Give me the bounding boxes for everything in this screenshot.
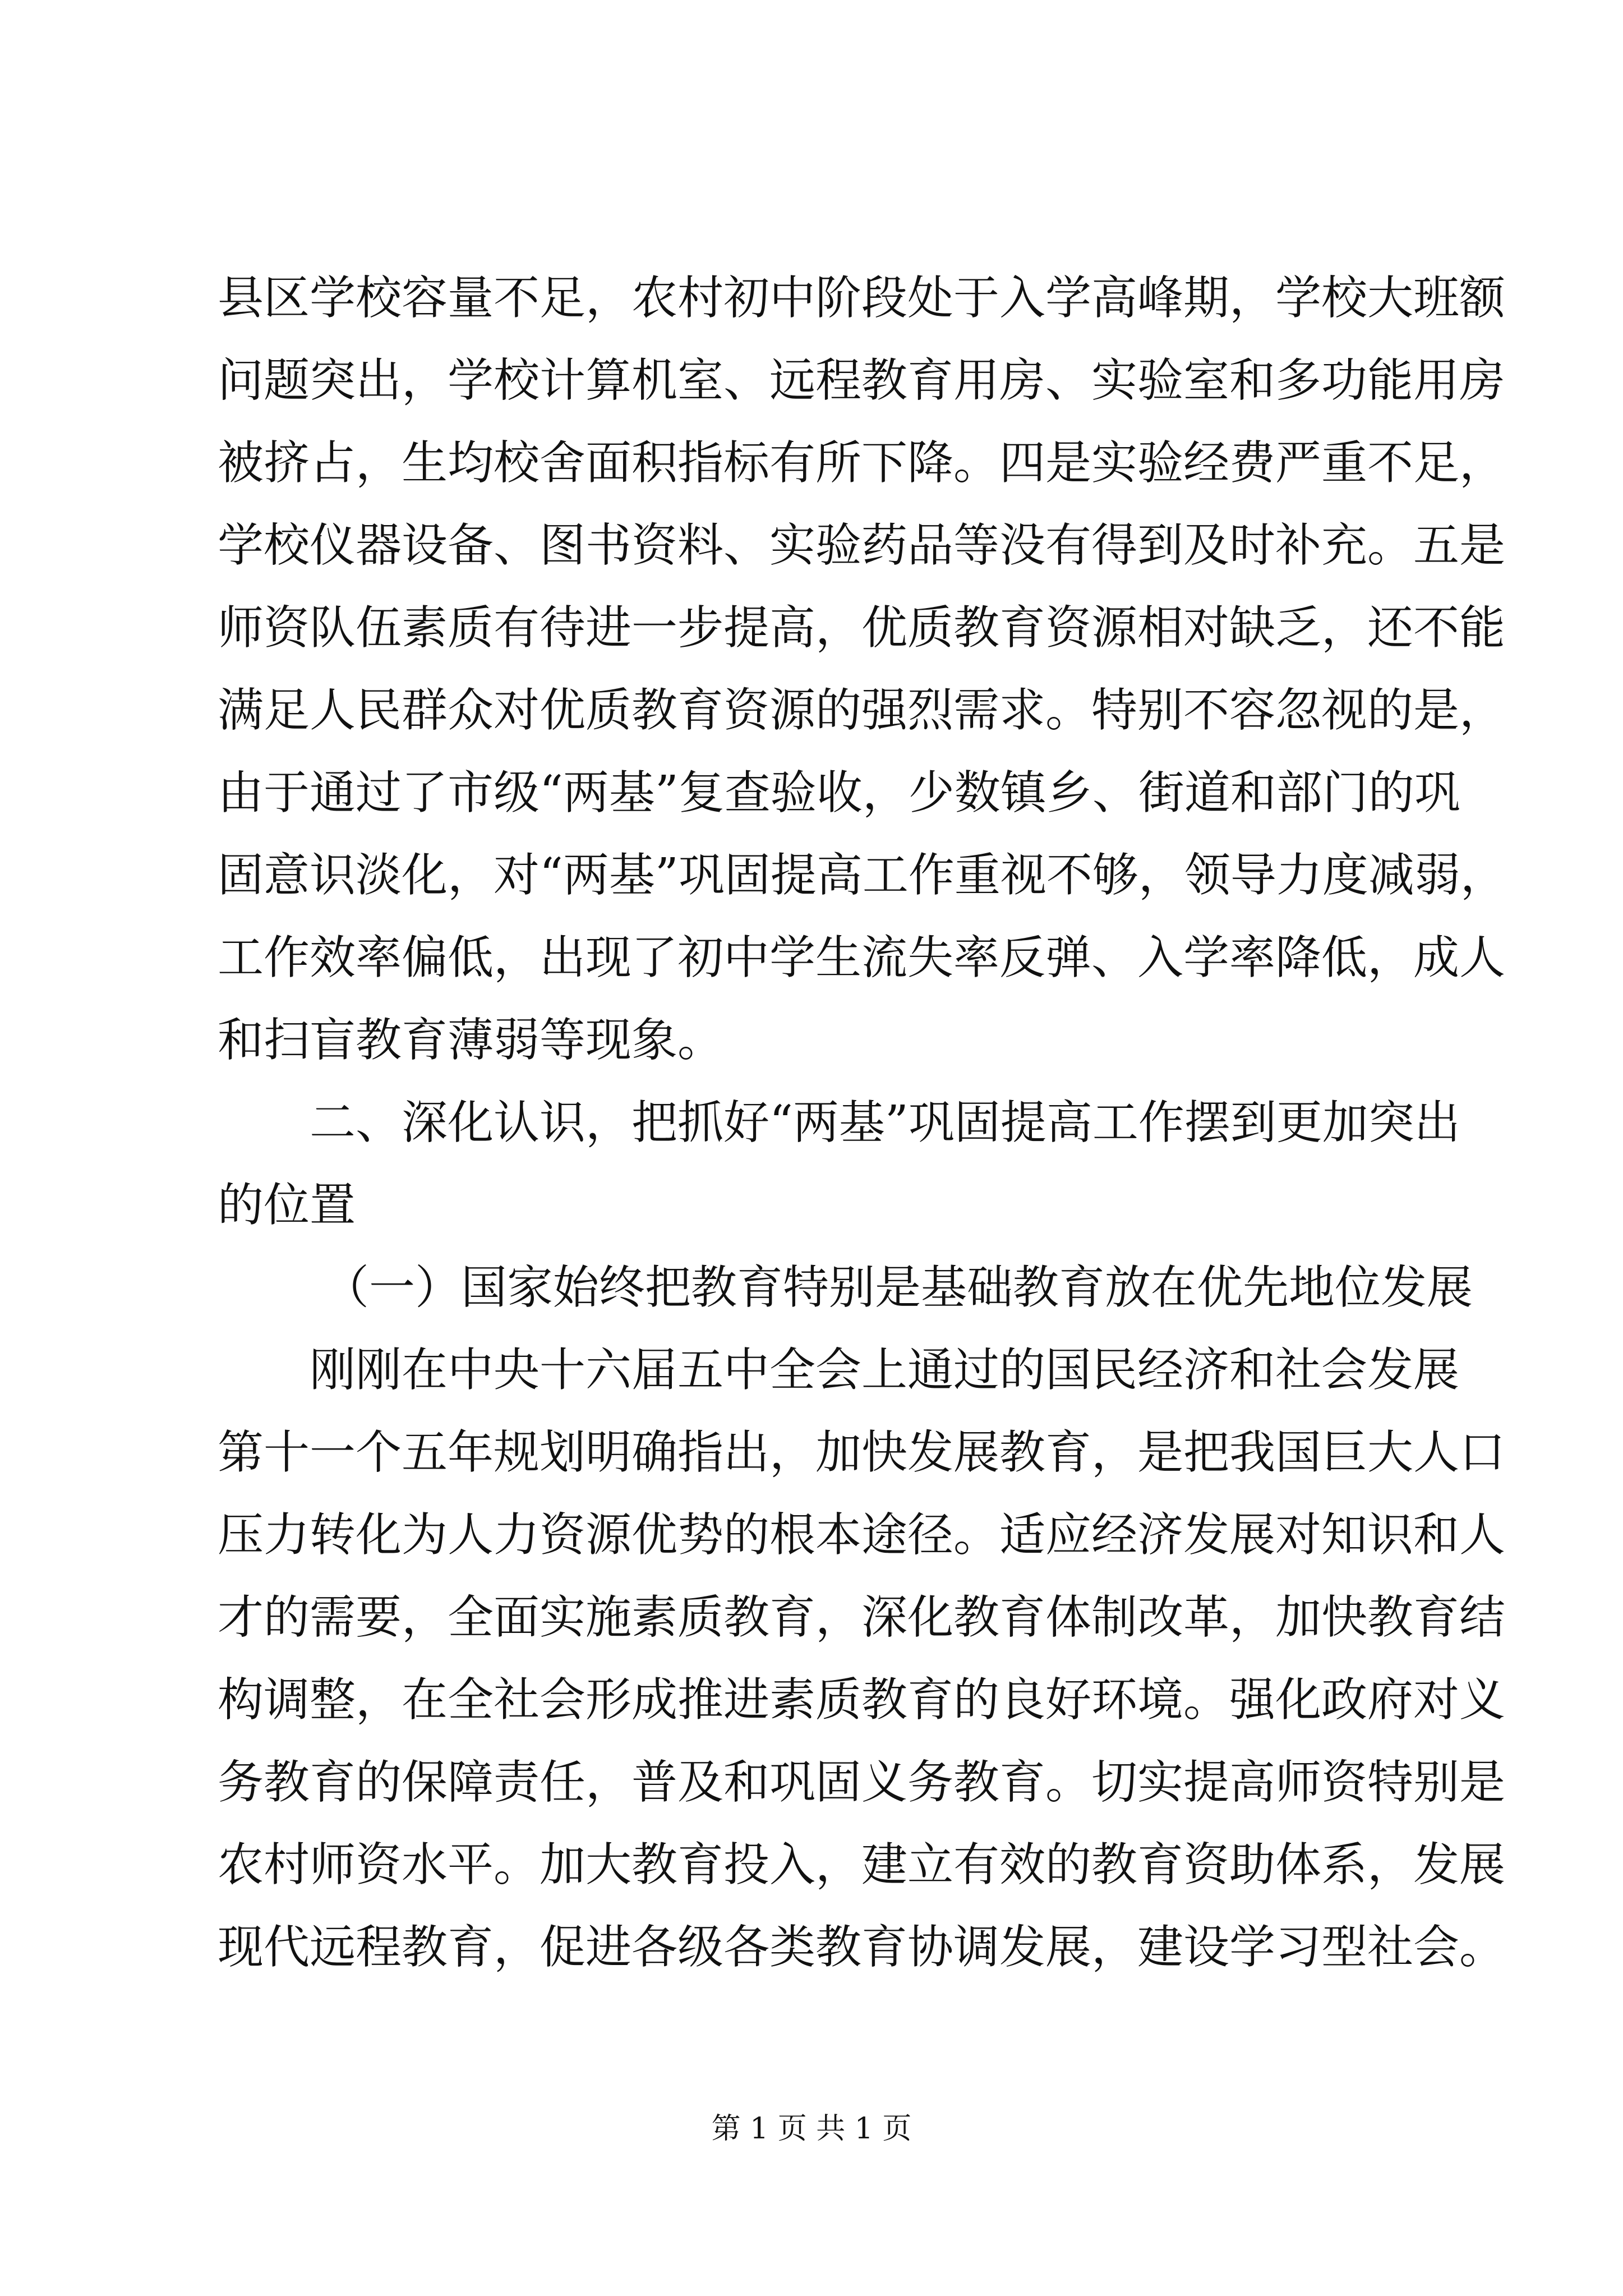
subsection-heading: （一）国家始终把教育特别是基础教育放在优先地位发展 <box>323 1261 1473 1314</box>
text-line: 才的需要，全面实施素质教育，深化教育体制改革，加快教育结 <box>218 1591 1506 1644</box>
section-heading: 二、深化认识，把抓好“两基”巩固提高工作摆到更加突出 <box>310 1096 1460 1149</box>
text-line: 农村师资水平。加大教育投入，建立有效的教育资助体系，发展 <box>218 1838 1506 1892</box>
text-line: 师资队伍素质有待进一步提高，优质教育资源相对缺乏，还不能 <box>218 601 1506 655</box>
text-line: 满足人民群众对优质教育资源的强烈需求。特别不容忽视的是， <box>218 684 1506 737</box>
text-line: 务教育的保障责任，普及和巩固义务教育。切实提高师资特别是 <box>218 1756 1506 1809</box>
text-line: 问题突出，学校计算机室、远程教育用房、实验室和多功能用房 <box>218 354 1506 407</box>
text-line: 构调整，在全社会形成推进素质教育的良好环境。强化政府对义 <box>218 1673 1506 1727</box>
text-line: 固意识淡化，对“两基”巩固提高工作重视不够，领导力度减弱， <box>218 849 1506 902</box>
text-line: 压力转化为人力资源优势的根本途径。适应经济发展对知识和人 <box>218 1508 1506 1562</box>
text-line: 学校仪器设备、图书资料、实验药品等没有得到及时补充。五是 <box>218 519 1506 572</box>
text-line: 工作效率偏低，出现了初中学生流失率反弹、入学率降低，成人 <box>218 931 1506 984</box>
page-footer: 第 1 页 共 1 页 <box>711 2112 912 2146</box>
text-line: 被挤占，生均校舍面积指标有所下降。四是实验经费严重不足， <box>218 436 1506 490</box>
text-line: 由于通过了市级“两基”复查验收，少数镇乡、街道和部门的巩 <box>218 766 1460 820</box>
document-body <box>218 257 1506 1989</box>
section-heading-continued: 的位置 <box>218 1179 356 1232</box>
text-line: 刚刚在中央十六届五中全会上通过的国民经济和社会发展 <box>310 1343 1460 1397</box>
text-line: 第十一个五年规划明确指出，加快发展教育，是把我国巨大人口 <box>218 1426 1506 1479</box>
text-line: 县区学校容量不足，农村初中阶段处于入学高峰期，学校大班额 <box>218 272 1506 325</box>
text-line: 现代远程教育，促进各级各类教育协调发展，建设学习型社会。 <box>218 1921 1506 1974</box>
text-line: 和扫盲教育薄弱等现象。 <box>218 1014 724 1067</box>
